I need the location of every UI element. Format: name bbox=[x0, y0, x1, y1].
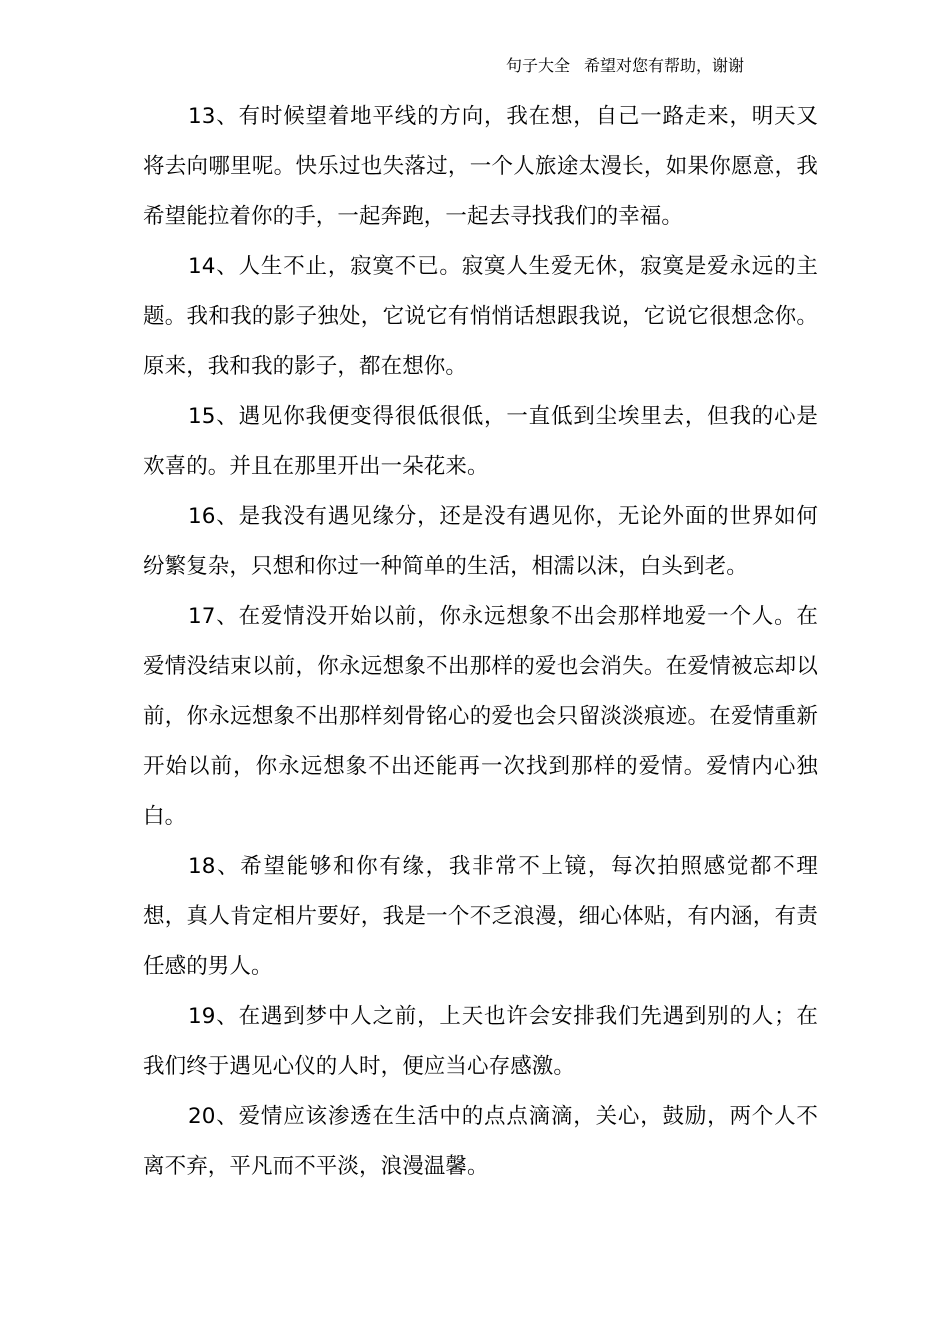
paragraph-19: 19、在遇到梦中人之前，上天也许会安排我们先遇到别的人；在我们终于遇见心仪的人时，便应当心存感激。 bbox=[143, 1004, 818, 1079]
paragraph-14: 14、人生不止，寂寞不已。寂寞人生爱无休，寂寞是爱永远的主题。我和我的影子独处，它说它有悄悄话想跟我说，它说它很想念你。原来，我和我的影子，都在想你。 bbox=[143, 254, 818, 379]
header-note: 希望对您有帮助，谢谢 bbox=[584, 56, 745, 75]
document-body bbox=[143, 92, 818, 1192]
page-header bbox=[506, 52, 744, 80]
header-site-name: 句子大全 bbox=[506, 56, 571, 75]
paragraph-17: 17、在爱情没开始以前，你永远想象不出会那样地爱一个人。在爱情没结束以前，你永远想象不出那样的爱也会消失。在爱情被忘却以前，你永远想象不出那样刻骨铭心的爱也会只留淡淡痕迹。在爱情重新开始以前，你永远想象不出还能再一次找到那样的爱情。爱情内心独白。 bbox=[143, 604, 818, 829]
paragraph-16: 16、是我没有遇见缘分，还是没有遇见你，无论外面的世界如何纷繁复杂，只想和你过一种简单的生活，相濡以沫，白头到老。 bbox=[143, 504, 818, 579]
paragraph-13: 13、有时候望着地平线的方向，我在想，自己一路走来，明天又将去向哪里呢。快乐过也失落过，一个人旅途太漫长，如果你愿意，我希望能拉着你的手，一起奔跑，一起去寻找我们的幸福。 bbox=[143, 104, 818, 229]
paragraph-20: 20、爱情应该渗透在生活中的点点滴滴，关心，鼓励，两个人不离不弃，平凡而不平淡，浪漫温馨。 bbox=[143, 1104, 818, 1179]
paragraph-15: 15、遇见你我便变得很低很低，一直低到尘埃里去，但我的心是欢喜的。并且在那里开出一朵花来。 bbox=[143, 404, 818, 479]
paragraph-18: 18、希望能够和你有缘，我非常不上镜，每次拍照感觉都不理想，真人肯定相片要好，我是一个不乏浪漫，细心体贴，有内涵，有责任感的男人。 bbox=[143, 854, 818, 979]
